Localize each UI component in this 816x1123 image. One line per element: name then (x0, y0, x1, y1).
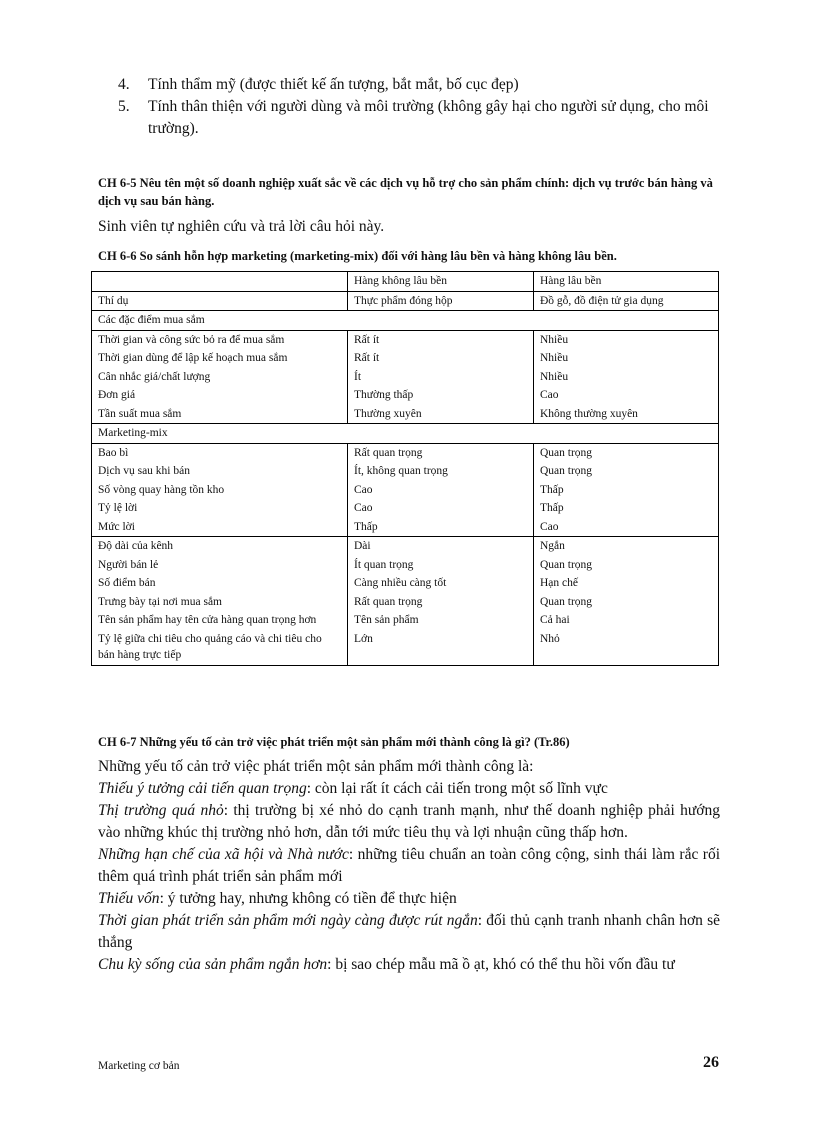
table-cell: Cao (534, 518, 719, 537)
table-header-row (92, 272, 719, 292)
table-cell: Thấp (534, 481, 719, 500)
table-row (92, 574, 719, 593)
table-cell: Cân nhắc giá/chất lượng (92, 368, 348, 387)
table-row (92, 537, 719, 556)
page-number: 26 (703, 1054, 719, 1071)
table-cell: Quan trọng (534, 556, 719, 575)
question-6-5-answer: Sinh viên tự nghiên cứu và trả lời câu hỏi này. (98, 218, 385, 235)
table-row (92, 330, 719, 349)
table-cell: Tên sản phẩm (348, 611, 534, 630)
item-term: Những hạn chế của xã hội và Nhà nước (98, 846, 349, 863)
table-cell: Nhỏ (534, 630, 719, 666)
table-cell: Tỷ lệ lời (92, 499, 348, 518)
table-cell: Ít quan trọng (348, 556, 534, 575)
table-cell: Rất ít (348, 349, 534, 368)
table-cell: Số điểm bán (92, 574, 348, 593)
table-cell: Quan trọng (534, 462, 719, 481)
list-item (98, 778, 720, 800)
table-section-title: Các đặc điểm mua sắm (92, 311, 719, 331)
table-row (92, 611, 719, 630)
numbered-list (118, 74, 718, 140)
table-cell: Ít (348, 368, 534, 387)
table-cell: Bao bì (92, 443, 348, 462)
answer-intro: Những yếu tố cản trở việc phát triển một sản phẩm mới thành công là: (98, 758, 534, 775)
table-cell: Đơn giá (92, 386, 348, 405)
table-cell: Thí dụ (92, 291, 348, 311)
table-cell: Người bán lẻ (92, 556, 348, 575)
table-cell: Cao (534, 386, 719, 405)
table-cell: Rất ít (348, 330, 534, 349)
table-cell: Quan trọng (534, 593, 719, 612)
table-cell: Thường xuyên (348, 405, 534, 424)
table-cell: Tần suất mua sắm (92, 405, 348, 424)
item-term: Chu kỳ sống của sản phẩm ngắn hơn (98, 956, 328, 973)
list-number: 4. (118, 76, 130, 93)
list-item (98, 888, 720, 910)
table-row (92, 499, 719, 518)
table-cell: Thấp (534, 499, 719, 518)
question-6-7-heading: CH 6-7 Những yếu tố cản trở việc phát triển một sản phẩm mới thành công là gì? (Tr.86) (98, 735, 570, 749)
footer-title: Marketing cơ bản (98, 1060, 180, 1072)
table-row (92, 291, 719, 311)
table-cell: Nhiều (534, 368, 719, 387)
table-cell: Cao (348, 481, 534, 500)
table-header-cell: Hàng không lâu bền (348, 272, 534, 292)
table-cell: Lớn (348, 630, 534, 666)
item-term: Thiếu ý tưởng cải tiến quan trọng (98, 780, 307, 797)
table-row (92, 349, 719, 368)
table-row (92, 630, 719, 666)
marketing-mix-table (91, 271, 719, 666)
table-cell: Độ dài của kênh (92, 537, 348, 556)
table-cell: Tên sản phẩm hay tên cửa hàng quan trọng hơn (92, 611, 348, 630)
table-header-cell (92, 272, 348, 292)
question-6-5-heading: CH 6-5 Nêu tên một số doanh nghiệp xuất sắc về các dịch vụ hỗ trợ cho sản phẩm chính: dịch vụ trước bán hàng và dịch vụ sau bán hàng. (98, 176, 713, 208)
table-cell: Dài (348, 537, 534, 556)
table-cell: Ít, không quan trọng (348, 462, 534, 481)
list-number: 5. (118, 98, 130, 115)
list-item (98, 800, 720, 844)
table-cell: Ngắn (534, 537, 719, 556)
table-cell: Càng nhiều càng tốt (348, 574, 534, 593)
table-cell: Số vòng quay hàng tồn kho (92, 481, 348, 500)
table-header-cell: Hàng lâu bền (534, 272, 719, 292)
table-cell: Cao (348, 499, 534, 518)
table-section-row (92, 311, 719, 331)
table-section-title: Marketing-mix (92, 424, 719, 444)
list-item (118, 96, 718, 140)
table-cell: Thường thấp (348, 386, 534, 405)
table-cell: Quan trọng (534, 443, 719, 462)
item-desc: : thị trường bị xé nhỏ do cạnh tranh mạnh, như thế doanh nghiệp phải hướng vào những khúc thị trường nhỏ hơn, dẫn tới mức tiêu thụ và lợi nhuận cũng thấp hơn. (98, 802, 720, 841)
item-term: Thị trường quá nhỏ (98, 802, 224, 819)
table-cell: Cả hai (534, 611, 719, 630)
table-cell: Dịch vụ sau khi bán (92, 462, 348, 481)
table-cell: Thời gian và công sức bỏ ra để mua sắm (92, 330, 348, 349)
table-row (92, 556, 719, 575)
table-section-row (92, 424, 719, 444)
table-cell: Thấp (348, 518, 534, 537)
item-desc: : đối thủ cạnh tranh nhanh chân hơn sẽ thắng (98, 912, 720, 951)
table-row (92, 593, 719, 612)
list-text: Tính thẩm mỹ (được thiết kế ấn tượng, bắt mắt, bố cục đẹp) (148, 76, 519, 93)
table-cell: Trưng bày tại nơi mua sắm (92, 593, 348, 612)
table-cell: Đồ gỗ, đồ điện tử gia dụng (534, 291, 719, 311)
table-row (92, 481, 719, 500)
table-cell: Nhiều (534, 349, 719, 368)
list-item (98, 910, 720, 954)
list-item (98, 954, 720, 976)
table-cell: Không thường xuyên (534, 405, 719, 424)
table-cell: Hạn chế (534, 574, 719, 593)
table-row (92, 368, 719, 387)
list-text: Tính thân thiện với người dùng và môi trường (không gây hại cho người sử dụng, cho môi trường). (148, 98, 709, 137)
table-row (92, 386, 719, 405)
table-row (92, 462, 719, 481)
table-cell: Tỷ lệ giữa chi tiêu cho quảng cáo và chi tiêu cho bán hàng trực tiếp (92, 630, 348, 666)
table-cell: Mức lời (92, 518, 348, 537)
item-desc: : những tiêu chuẩn an toàn công cộng, sinh thái làm rắc rối thêm quá trình phát triển sản phẩm mới (98, 846, 720, 885)
list-item (98, 844, 720, 888)
item-desc: : còn lại rất ít cách cải tiến trong một số lĩnh vực (306, 780, 608, 797)
table-row (92, 518, 719, 537)
table-cell: Rất quan trọng (348, 593, 534, 612)
table-cell: Nhiều (534, 330, 719, 349)
question-6-7-answer (98, 756, 720, 976)
question-6-6-heading: CH 6-6 So sánh hỗn hợp marketing (marketing-mix) đối với hàng lâu bền và hàng không lâu bền. (98, 249, 617, 263)
item-term: Thời gian phát triển sản phẩm mới ngày càng được rút ngắn (98, 912, 478, 929)
item-desc: : ý tưởng hay, nhưng không có tiền để thực hiện (159, 890, 457, 907)
table-cell: Thời gian dùng để lập kế hoạch mua sắm (92, 349, 348, 368)
table-cell: Rất quan trọng (348, 443, 534, 462)
table-row (92, 443, 719, 462)
table-row (92, 405, 719, 424)
table-cell: Thực phẩm đóng hộp (348, 291, 534, 311)
item-term: Thiếu vốn (98, 890, 160, 907)
list-item (118, 74, 718, 96)
item-desc: : bị sao chép mẫu mã ồ ạt, khó có thể thu hồi vốn đầu tư (327, 956, 675, 973)
